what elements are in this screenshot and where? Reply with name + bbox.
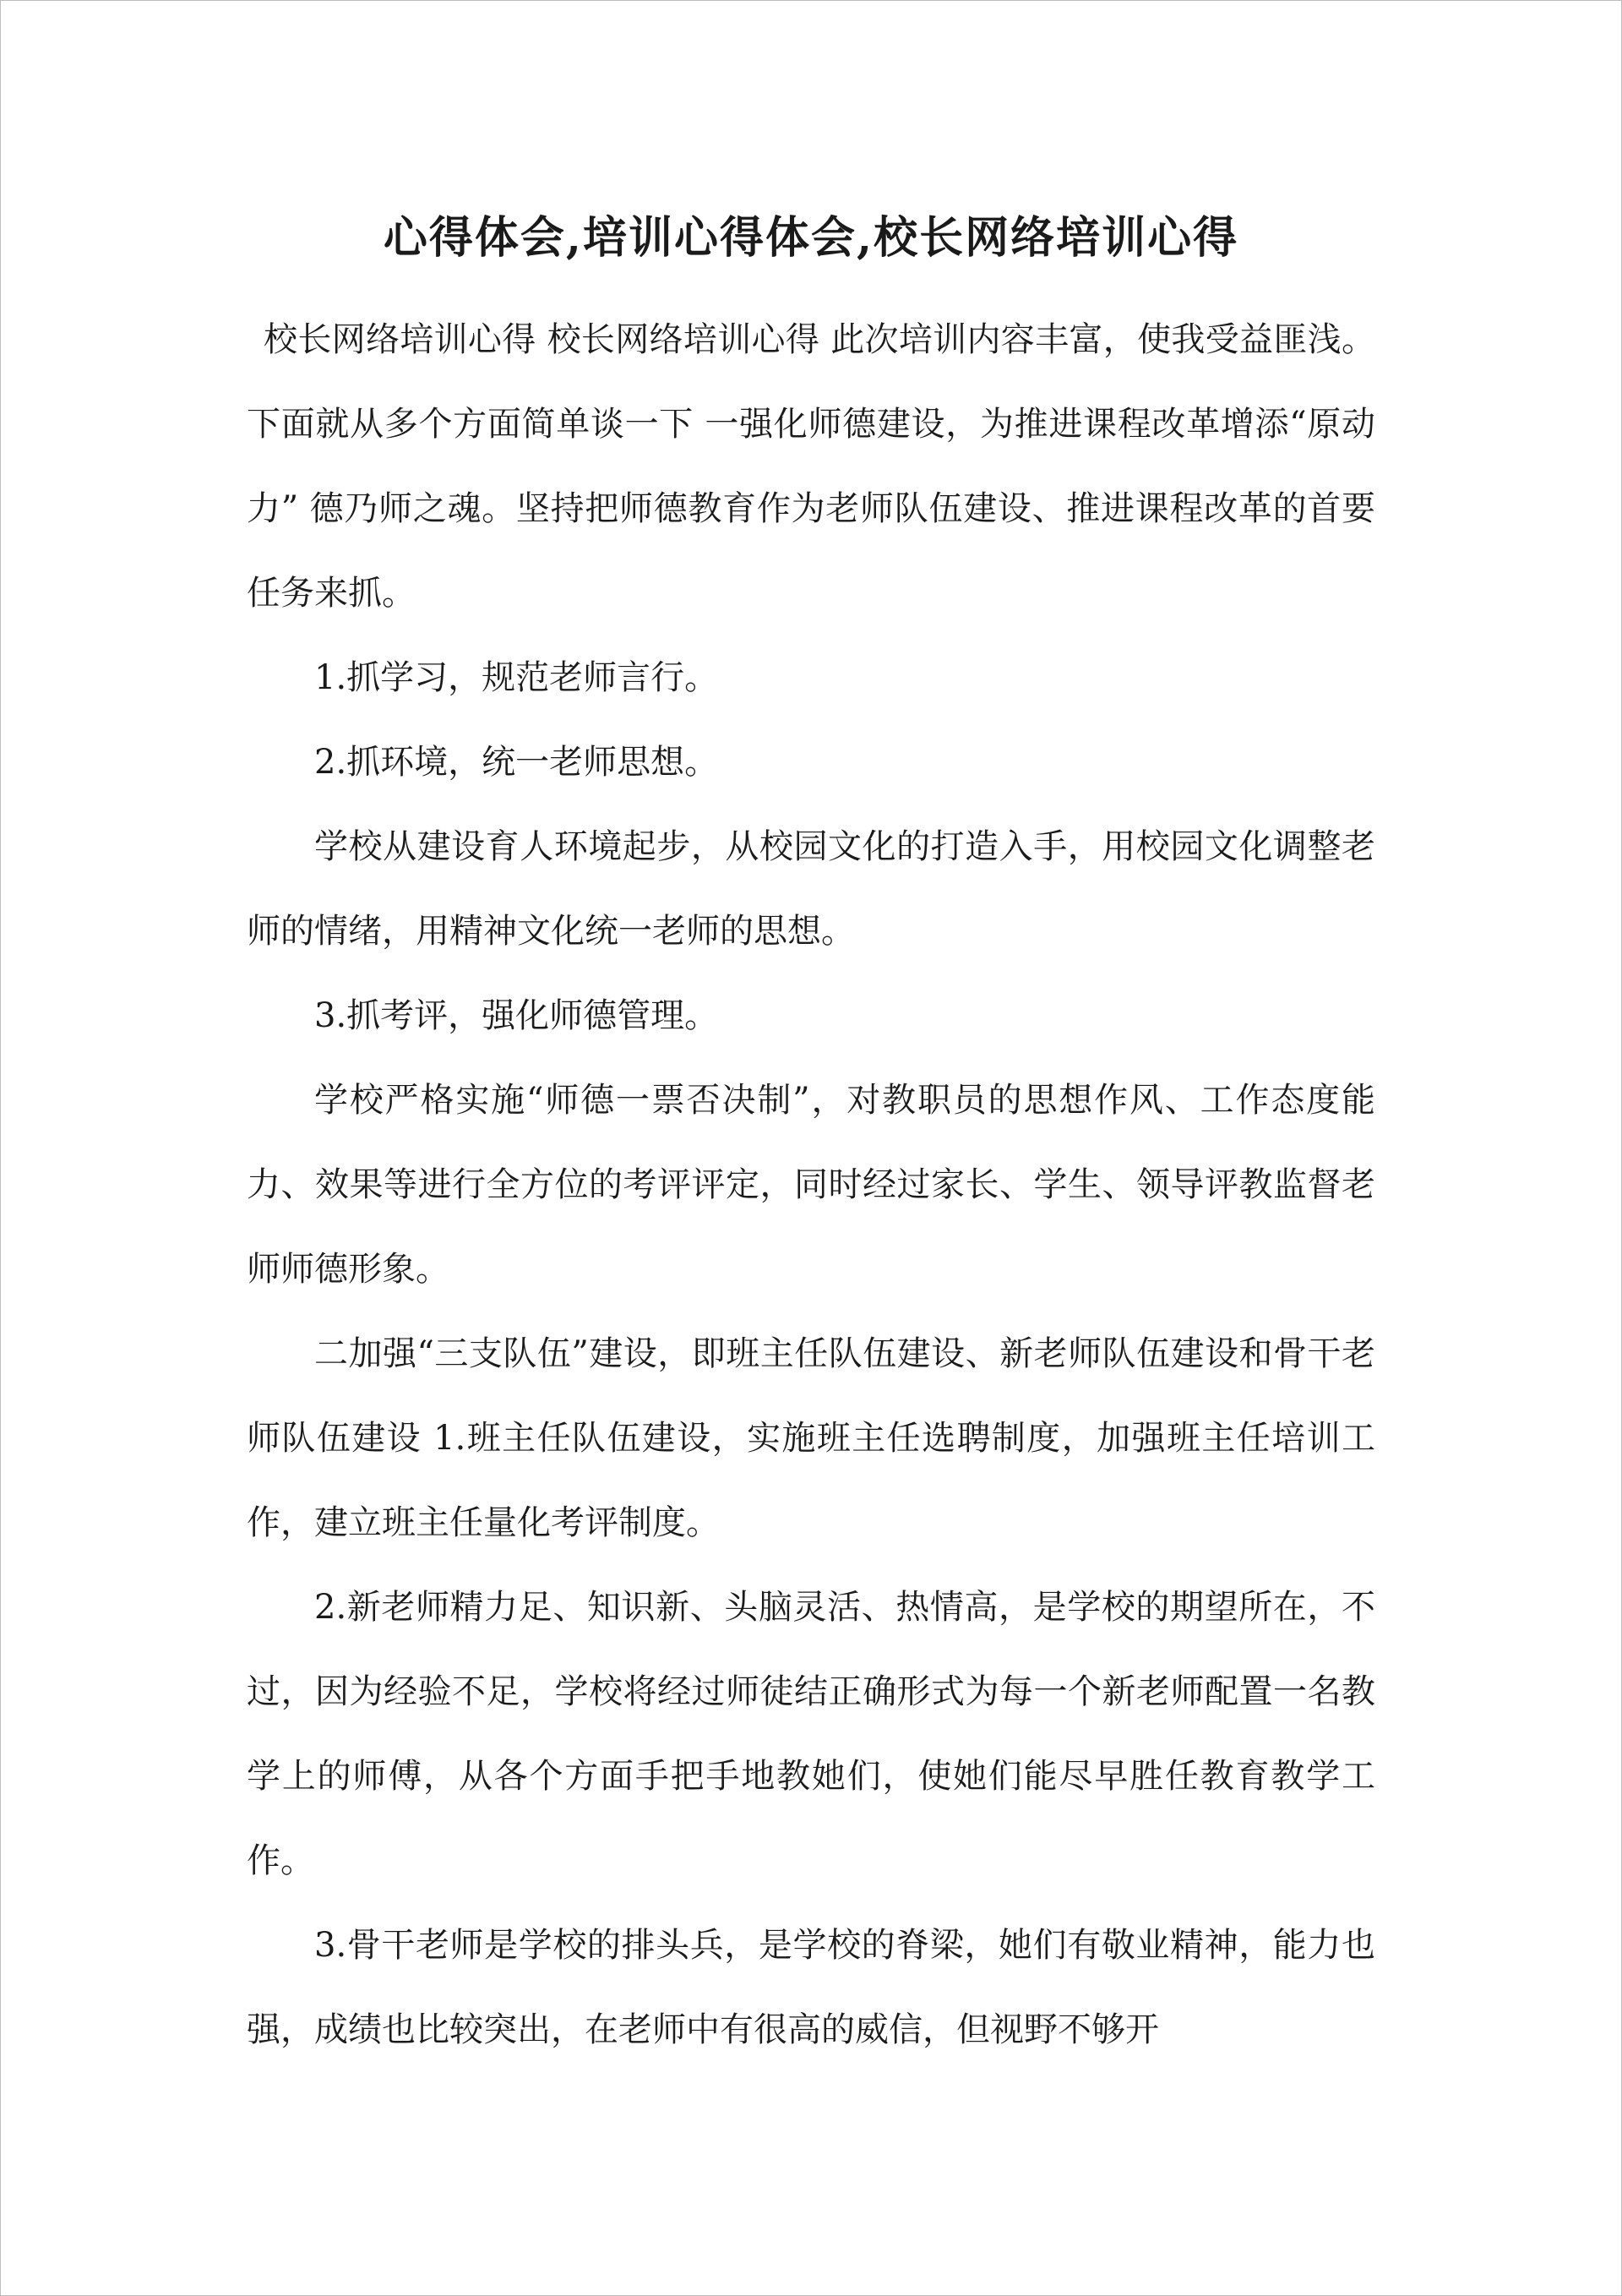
paragraph-campus-culture: 学校从建设育人环境起步，从校园文化的打造入手，用校园文化调整老师的情绪，用精神文化统一老师的思想。 bbox=[247, 827, 1375, 951]
paragraph-new-teachers: 2.新老师精力足、知识新、头脑灵活、热情高，是学校的期望所在，不过，因为经验不足，学校将经过师徒结正确形式为每一个新老师配置一名教学上的师傅，从各个方面手把手地教她们，使她们能尽早胜任教育教学工作。 bbox=[247, 1588, 1375, 1880]
paragraph-evaluation: 学校严格实施“师德一票否决制”，对教职员的思想作风、工作态度能力、效果等进行全方位的考评评定，同时经过家长、学生、领导评教监督老师师德形象。 bbox=[247, 1081, 1375, 1289]
paragraph-intro: 校长网络培训心得 校长网络培训心得 此次培训内容丰富，使我受益匪浅。下面就从多个方面简单谈一下 一强化师德建设，为推进课程改革增添“原动力” 德乃师之魂。坚持把师德教育作为老师队伍建设、推进课程改革的首要任务来抓。 bbox=[247, 320, 1375, 613]
paragraph-item-3: 3.抓考评，强化师德管理。 bbox=[314, 996, 719, 1035]
paragraph-three-teams: 二加强“三支队伍”建设，即班主任队伍建设、新老师队伍建设和骨干老师队伍建设 1.班主任队伍建设，实施班主任选聘制度，加强班主任培训工作，建立班主任量化考评制度。 bbox=[247, 1334, 1375, 1542]
document-title: 心得体会,培训心得体会,校长网络培训心得 bbox=[383, 212, 1239, 264]
paragraph-backbone-teachers: 3.骨干老师是学校的排头兵，是学校的脊梁，她们有敬业精神，能力也强，成绩也比较突出，在老师中有很高的威信，但视野不够开 bbox=[247, 1926, 1375, 2049]
paragraph-item-2: 2.抓环境，统一老师思想。 bbox=[314, 743, 719, 782]
paragraph-item-1: 1.抓学习，规范老师言行。 bbox=[314, 658, 719, 697]
document-body bbox=[247, 196, 1375, 2072]
